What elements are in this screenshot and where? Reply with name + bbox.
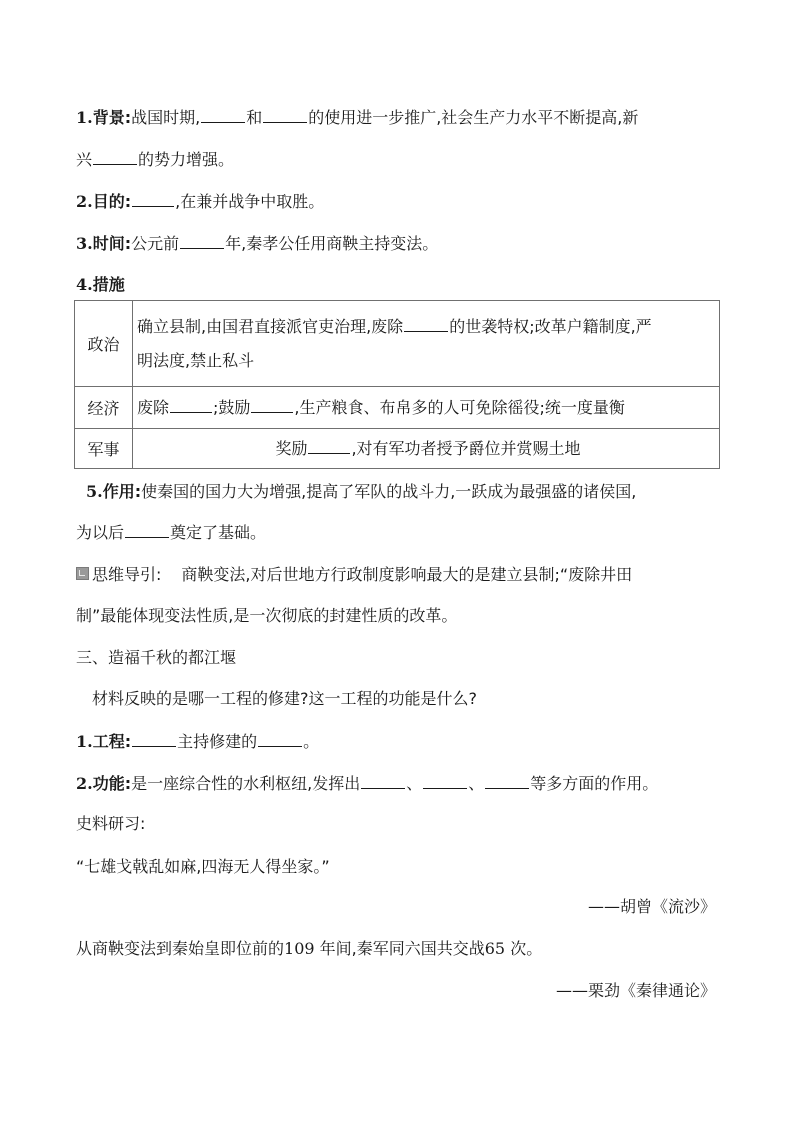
table-category: 政治 bbox=[75, 301, 133, 387]
project-text: 。 bbox=[303, 732, 320, 751]
table-text: 废除 bbox=[137, 397, 170, 417]
time-text: 公元前 bbox=[131, 234, 180, 253]
answer-blank[interactable] bbox=[132, 191, 174, 207]
measures-number: 4. bbox=[76, 275, 93, 294]
effect-text: 奠定了基础。 bbox=[170, 523, 267, 542]
purpose-label: 目的: bbox=[92, 192, 132, 211]
answer-blank[interactable] bbox=[251, 397, 293, 413]
answer-blank[interactable] bbox=[361, 773, 405, 789]
table-text: 奖励 bbox=[275, 438, 308, 458]
guide-line-1 bbox=[76, 565, 632, 585]
research-source-1: ——胡曾《流沙》 bbox=[587, 897, 716, 916]
table-text: ;鼓励 bbox=[213, 397, 251, 417]
table-text: 确立县制,由国君直接派官吏治理,废除 bbox=[137, 316, 404, 336]
table-description bbox=[133, 429, 720, 469]
answer-blank[interactable] bbox=[423, 773, 467, 789]
section-question: 材料反映的是哪一工程的修建?这一工程的功能是什么? bbox=[92, 689, 477, 708]
measures-heading bbox=[76, 275, 125, 295]
background-line-2 bbox=[76, 149, 234, 170]
answer-blank[interactable] bbox=[201, 107, 245, 123]
research-quote-2 bbox=[76, 939, 542, 959]
answer-blank[interactable] bbox=[308, 438, 350, 454]
answer-blank[interactable] bbox=[258, 731, 302, 747]
project-line bbox=[76, 731, 319, 752]
guide-label: 思维导引: bbox=[92, 565, 162, 584]
research-quote-1: “七雄戈戟乱如麻,四海无人得坐家。” bbox=[76, 857, 330, 876]
time-label: 时间: bbox=[92, 234, 132, 253]
purpose-text: ,在兼并战争中取胜。 bbox=[175, 192, 325, 211]
time-number: 3. bbox=[76, 234, 93, 253]
quote-text: 年间,秦军同六国共交战 bbox=[319, 939, 485, 958]
project-label: 工程: bbox=[92, 732, 132, 751]
project-number: 1. bbox=[76, 732, 93, 751]
table-category: 经济 bbox=[75, 387, 133, 429]
effect-text: 使秦国的国力大为增强,提高了军队的战斗力,一跃成为最强盛的诸侯国, bbox=[141, 482, 637, 501]
function-label: 功能: bbox=[92, 774, 132, 793]
research-source-2: ——栗劲《秦律通论》 bbox=[555, 981, 716, 1000]
background-number: 1. bbox=[76, 108, 93, 127]
table-text: ,对有军功者授予爵位并赏赐土地 bbox=[351, 438, 581, 458]
guide-text: 制”最能体现变法性质,是一次彻底的封建性质的改革。 bbox=[76, 606, 458, 625]
section-title: 三、造福千秋的都江堰 bbox=[76, 648, 237, 667]
quote-number: 109 bbox=[284, 939, 315, 958]
table-description bbox=[133, 387, 720, 429]
note-icon bbox=[76, 567, 89, 580]
background-line-1 bbox=[76, 107, 638, 128]
answer-blank[interactable] bbox=[180, 233, 224, 249]
guide-text: 商鞅变法,对后世地方行政制度影响最大的是建立县制;“废除井田 bbox=[181, 565, 633, 584]
time-text: 年,秦孝公任用商鞅主持变法。 bbox=[225, 234, 439, 253]
answer-blank[interactable] bbox=[93, 149, 137, 165]
background-text: 兴 bbox=[76, 150, 93, 169]
table-description bbox=[133, 301, 720, 387]
table-text: ,生产粮食、布帛多的人可免除徭役;统一度量衡 bbox=[294, 397, 625, 417]
table-row-military bbox=[75, 429, 720, 469]
research-label: 史料研习: bbox=[76, 814, 146, 833]
table-row-economy bbox=[75, 387, 720, 429]
purpose-number: 2. bbox=[76, 192, 93, 211]
background-text: 的势力增强。 bbox=[138, 150, 235, 169]
background-label: 背景: bbox=[92, 108, 132, 127]
measures-table bbox=[74, 300, 720, 469]
table-text: 的世袭特权;改革户籍制度,严 bbox=[449, 316, 652, 336]
function-sep: 、 bbox=[468, 774, 485, 793]
quote-text: 次。 bbox=[510, 939, 543, 958]
measures-label: 措施 bbox=[92, 275, 125, 294]
effect-label: 作用: bbox=[102, 482, 142, 501]
background-text: 战国时期, bbox=[131, 108, 201, 127]
effect-number: 5. bbox=[86, 482, 103, 501]
effect-line-1 bbox=[86, 482, 636, 502]
answer-blank[interactable] bbox=[132, 731, 176, 747]
background-text: 的使用进一步推广,社会生产力水平不断提高,新 bbox=[308, 108, 639, 127]
answer-blank[interactable] bbox=[125, 522, 169, 538]
function-sep: 、 bbox=[406, 774, 423, 793]
answer-blank[interactable] bbox=[485, 773, 529, 789]
effect-line-2 bbox=[76, 522, 266, 543]
function-text: 等多方面的作用。 bbox=[530, 774, 659, 793]
background-text: 和 bbox=[246, 108, 263, 127]
table-category: 军事 bbox=[75, 429, 133, 469]
answer-blank[interactable] bbox=[170, 397, 212, 413]
function-number: 2. bbox=[76, 774, 93, 793]
answer-blank[interactable] bbox=[263, 107, 307, 123]
effect-text: 为以后 bbox=[76, 523, 125, 542]
project-text: 主持修建的 bbox=[177, 732, 258, 751]
quote-text: 从商鞅变法到秦始皇即位前的 bbox=[76, 939, 285, 958]
purpose-line bbox=[76, 191, 324, 212]
table-row-politics bbox=[75, 301, 720, 387]
table-text: 明法度,禁止私斗 bbox=[137, 350, 255, 370]
function-text: 是一座综合性的水利枢纽,发挥出 bbox=[131, 774, 361, 793]
quote-number: 65 bbox=[484, 939, 506, 958]
function-line bbox=[76, 773, 658, 794]
time-line bbox=[76, 233, 438, 254]
guide-line-2 bbox=[76, 606, 457, 626]
answer-blank[interactable] bbox=[404, 316, 448, 332]
